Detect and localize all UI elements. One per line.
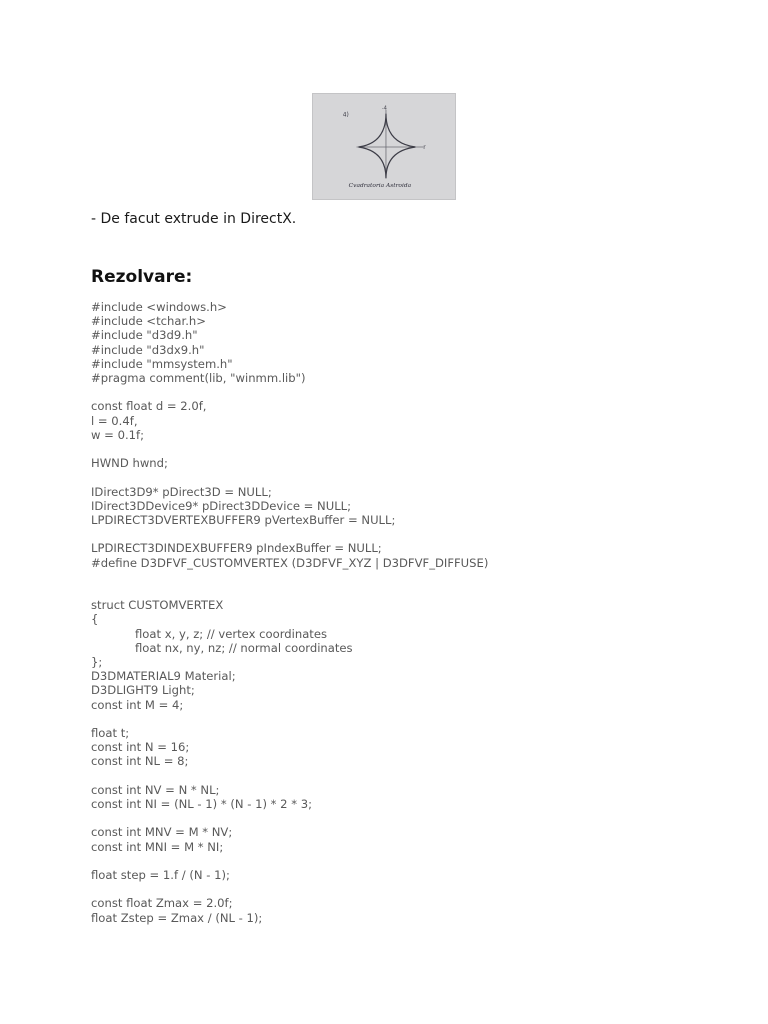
code-line: D3DMATERIAL9 Material; [91,669,236,684]
figure-corner-label: 4) [342,112,349,119]
code-line: const int N = 16; [91,740,190,755]
astroid-sketch-image [312,93,456,200]
astroid-curve [358,114,415,179]
code-line [91,854,488,868]
code-line: #include <windows.h> [91,300,227,314]
code-line [91,584,488,598]
code-line: const int MNV = M * NV; [91,825,233,840]
code-line: #define D3DFVF_CUSTOMVERTEX (D3DFVF_XYZ | D3DFVF_DIFFUSE) [91,555,489,570]
code-line [91,882,488,896]
code-line: #include "d3dx9.h" [91,342,205,357]
code-line: w = 0.1f; [91,427,144,442]
code-line: float Zstep = Zmax / (NL - 1); [91,910,263,925]
code-line: LPDIRECT3DVERTEXBUFFER9 pVertexBuffer = NULL; [91,513,396,527]
code-line: float t; [91,725,130,740]
task-description: - De facut extrude in DirectX. [91,211,297,227]
code-line: const int NV = N * NL; [91,782,220,797]
code-line: #include <tchar.h> [91,314,206,329]
code-line: #include "mmsystem.h" [91,356,233,371]
code-line: const float Zmax = 2.0f; [91,896,233,911]
code-line: float step = 1.f / (N - 1); [91,867,230,882]
code-line: LPDIRECT3DINDEXBUFFER9 pIndexBuffer = NULL; [91,541,382,556]
code-line: #pragma comment(lib, "winmm.lib") [91,371,306,386]
code-line: D3DLIGHT9 Light; [91,683,195,698]
section-heading: Rezolvare: [91,267,193,287]
code-line: float x, y, z; // vertex coordinates [135,626,328,641]
code-line: const int NI = (NL - 1) * (N - 1) * 2 * 3; [91,796,312,811]
code-line: #include "d3d9.h" [91,328,198,343]
figure-axis-top-label: -4 [382,105,387,112]
code-line: IDirect3D9* pDirect3D = NULL; [91,484,272,499]
code-line [91,769,488,783]
code-block [91,300,488,925]
code-line [91,811,488,825]
code-line [91,470,488,484]
astroid-sketch [313,94,455,199]
code-line: l = 0.4f, [91,413,138,428]
figure-axis-right-label: r [423,144,426,151]
code-line [91,385,488,399]
code-line [91,442,488,456]
code-line: const int NL = 8; [91,754,189,769]
code-line: const int MNI = M * NI; [91,839,224,854]
code-line [91,712,488,726]
code-line: const float d = 2.0f, [91,399,207,414]
code-line: struct CUSTOMVERTEX [91,598,224,613]
code-line: float nx, ny, nz; // normal coordinates [135,640,353,655]
code-line [91,527,488,541]
code-line: IDirect3DDevice9* pDirect3DDevice = NULL; [91,498,352,513]
figure-caption: Cvadratoria Astroida [348,183,412,190]
code-line [91,570,488,584]
code-line: }; [91,654,103,669]
code-line: const int M = 4; [91,697,184,712]
code-line: { [91,612,99,627]
code-line: HWND hwnd; [91,456,168,471]
